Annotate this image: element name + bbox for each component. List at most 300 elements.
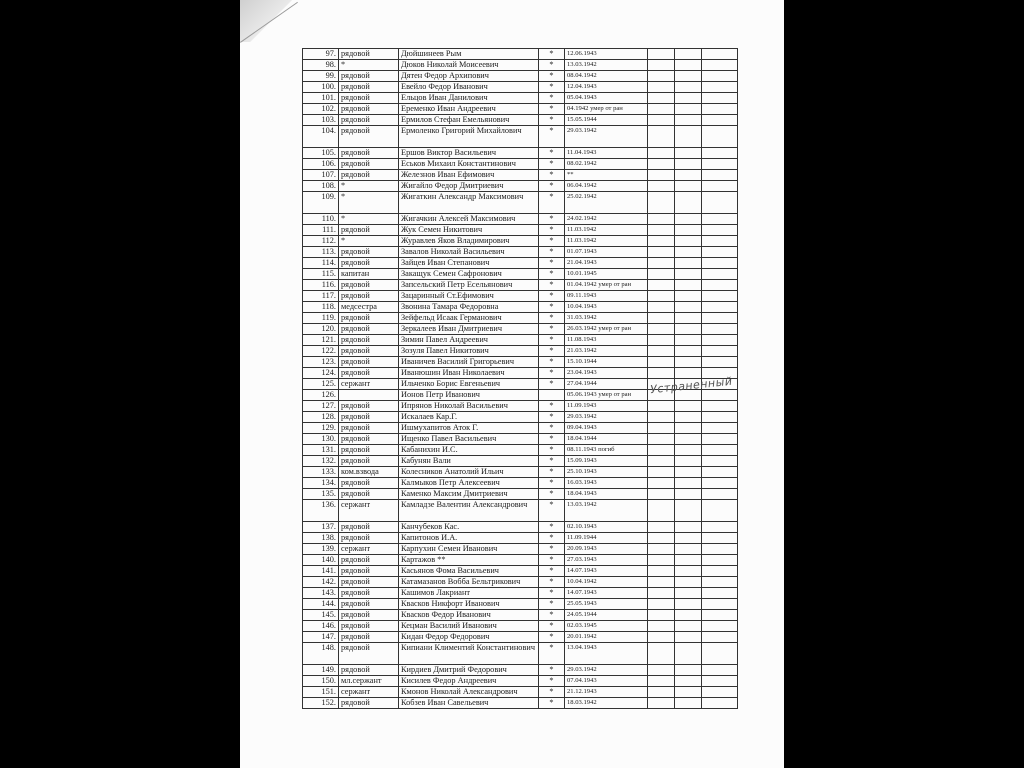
row-name: Ермоленко Григорий Михайлович	[399, 126, 539, 148]
row-date: 15.09.1943	[565, 456, 648, 467]
row-date: 31.03.1942	[565, 313, 648, 324]
row-mark: *	[539, 610, 565, 621]
row-name: Кипиани Климентий Константинович	[399, 643, 539, 665]
table-row	[303, 49, 738, 60]
row-empty-cell	[648, 676, 675, 687]
row-name: Запсельский Петр Есельянович	[399, 280, 539, 291]
row-mark: *	[539, 368, 565, 379]
row-name: Зозуля Павел Никитович	[399, 346, 539, 357]
row-mark: *	[539, 467, 565, 478]
row-name: Кецман Василий Иванович	[399, 621, 539, 632]
row-rank: сержант	[339, 379, 399, 390]
row-name: Еськов Михаил Константинович	[399, 159, 539, 170]
row-mark: *	[539, 335, 565, 346]
row-empty-cell	[648, 687, 675, 698]
row-number: 149.	[303, 665, 339, 676]
row-empty-cell	[648, 247, 675, 258]
row-empty-cell	[648, 214, 675, 225]
row-date: 07.04.1943	[565, 676, 648, 687]
row-mark: *	[539, 555, 565, 566]
table-row	[303, 159, 738, 170]
row-name: Кобзев Иван Савельевич	[399, 698, 539, 709]
table-row	[303, 599, 738, 610]
row-empty-cell	[648, 533, 675, 544]
row-empty-cell	[675, 588, 702, 599]
row-mark: *	[539, 258, 565, 269]
row-name: Капитонов И.А.	[399, 533, 539, 544]
row-empty-cell	[675, 192, 702, 214]
row-mark: *	[539, 478, 565, 489]
row-date: 10.04.1942	[565, 577, 648, 588]
row-date: 18.04.1943	[565, 489, 648, 500]
row-date: 05.04.1943	[565, 93, 648, 104]
row-number: 114.	[303, 258, 339, 269]
row-empty-cell	[702, 71, 738, 82]
row-name: Калмыков Петр Алексеевич	[399, 478, 539, 489]
row-mark: *	[539, 82, 565, 93]
row-mark: *	[539, 643, 565, 665]
row-date: 14.07.1943	[565, 588, 648, 599]
row-name: Закащук Семен Сафронович	[399, 269, 539, 280]
row-name: Кашимов Лакриант	[399, 588, 539, 599]
table-row	[303, 368, 738, 379]
row-mark: *	[539, 522, 565, 533]
row-mark: *	[539, 445, 565, 456]
row-empty-cell	[675, 489, 702, 500]
row-rank: рядовой	[339, 599, 399, 610]
row-mark: *	[539, 357, 565, 368]
table-row	[303, 269, 738, 280]
row-empty-cell	[675, 115, 702, 126]
row-name: Квасков Федор Иванович	[399, 610, 539, 621]
row-number: 105.	[303, 148, 339, 159]
row-date: 11.04.1943	[565, 148, 648, 159]
row-number: 151.	[303, 687, 339, 698]
table-row	[303, 434, 738, 445]
row-empty-cell	[648, 302, 675, 313]
row-name: Кабанихин И.С.	[399, 445, 539, 456]
row-number: 144.	[303, 599, 339, 610]
row-name: Евейло Федор Иванович	[399, 82, 539, 93]
table-row	[303, 280, 738, 291]
row-mark: *	[539, 313, 565, 324]
row-date: 11.03.1942	[565, 225, 648, 236]
row-empty-cell	[648, 280, 675, 291]
row-number: 110.	[303, 214, 339, 225]
row-empty-cell	[702, 291, 738, 302]
row-number: 101.	[303, 93, 339, 104]
row-empty-cell	[675, 445, 702, 456]
row-name: Жук Семен Никитович	[399, 225, 539, 236]
table-row	[303, 522, 738, 533]
row-mark: *	[539, 687, 565, 698]
row-empty-cell	[675, 533, 702, 544]
handwritten-annotation: Устраненный	[649, 374, 734, 397]
row-empty-cell	[675, 357, 702, 368]
row-number: 135.	[303, 489, 339, 500]
row-date: 15.05.1944	[565, 115, 648, 126]
row-date: 11.09.1944	[565, 533, 648, 544]
row-empty-cell	[702, 82, 738, 93]
table-row	[303, 247, 738, 258]
row-rank: рядовой	[339, 159, 399, 170]
row-empty-cell	[648, 313, 675, 324]
table-row	[303, 302, 738, 313]
table-row	[303, 698, 738, 709]
row-rank: *	[339, 192, 399, 214]
row-empty-cell	[648, 181, 675, 192]
row-name: Звонина Тамара Федоровна	[399, 302, 539, 313]
row-mark: *	[539, 170, 565, 181]
row-mark: *	[539, 665, 565, 676]
row-empty-cell	[702, 533, 738, 544]
row-name: Зайцев Иван Степанович	[399, 258, 539, 269]
table-row	[303, 335, 738, 346]
row-mark: *	[539, 225, 565, 236]
row-rank: рядовой	[339, 93, 399, 104]
row-number: 143.	[303, 588, 339, 599]
row-number: 119.	[303, 313, 339, 324]
row-number: 124.	[303, 368, 339, 379]
row-mark: *	[539, 632, 565, 643]
row-rank: рядовой	[339, 412, 399, 423]
row-number: 145.	[303, 610, 339, 621]
row-rank: рядовой	[339, 489, 399, 500]
row-empty-cell	[675, 335, 702, 346]
row-empty-cell	[702, 478, 738, 489]
row-mark: *	[539, 533, 565, 544]
row-name: Ершов Виктор Васильевич	[399, 148, 539, 159]
row-number: 131.	[303, 445, 339, 456]
row-name: Ишмухапитов Аток Г.	[399, 423, 539, 434]
row-name: Касьянов Фома Васильевич	[399, 566, 539, 577]
row-empty-cell	[702, 456, 738, 467]
row-mark: *	[539, 280, 565, 291]
row-number: 129.	[303, 423, 339, 434]
table-row	[303, 60, 738, 71]
table-row	[303, 500, 738, 522]
row-number: 120.	[303, 324, 339, 335]
row-empty-cell	[675, 104, 702, 115]
row-empty-cell	[675, 632, 702, 643]
row-empty-cell	[648, 104, 675, 115]
row-empty-cell	[702, 500, 738, 522]
row-empty-cell	[702, 93, 738, 104]
table-row	[303, 632, 738, 643]
row-empty-cell	[648, 115, 675, 126]
row-date: 20.01.1942	[565, 632, 648, 643]
row-number: 98.	[303, 60, 339, 71]
row-date: 23.04.1943	[565, 368, 648, 379]
row-empty-cell	[702, 401, 738, 412]
row-name: Катамазанов Вобба Бельтрикович	[399, 577, 539, 588]
row-mark: *	[539, 621, 565, 632]
row-empty-cell	[648, 698, 675, 709]
row-mark: *	[539, 104, 565, 115]
row-empty-cell	[648, 82, 675, 93]
row-empty-cell	[648, 60, 675, 71]
row-empty-cell	[702, 577, 738, 588]
row-number: 126.	[303, 390, 339, 401]
row-rank: рядовой	[339, 335, 399, 346]
row-empty-cell	[702, 346, 738, 357]
row-mark: *	[539, 434, 565, 445]
row-number: 148.	[303, 643, 339, 665]
row-empty-cell	[675, 467, 702, 478]
row-date: 25.02.1942	[565, 192, 648, 214]
table-row	[303, 643, 738, 665]
row-empty-cell	[702, 104, 738, 115]
row-name: Ионов Петр Иванович	[399, 390, 539, 401]
table-row	[303, 291, 738, 302]
row-rank: *	[339, 60, 399, 71]
row-name: Железнов Иван Ефимович	[399, 170, 539, 181]
row-empty-cell	[702, 687, 738, 698]
row-date: 21.03.1942	[565, 346, 648, 357]
table-row	[303, 214, 738, 225]
row-empty-cell	[702, 423, 738, 434]
row-empty-cell	[675, 313, 702, 324]
row-mark: *	[539, 247, 565, 258]
row-empty-cell	[702, 445, 738, 456]
row-rank: рядовой	[339, 555, 399, 566]
row-rank: рядовой	[339, 225, 399, 236]
table-row	[303, 104, 738, 115]
row-mark: *	[539, 60, 565, 71]
row-rank: сержант	[339, 687, 399, 698]
row-empty-cell	[648, 577, 675, 588]
row-date: 11.08.1943	[565, 335, 648, 346]
row-date: 08.02.1942	[565, 159, 648, 170]
row-mark: *	[539, 544, 565, 555]
row-mark: *	[539, 192, 565, 214]
row-date: 18.04.1944	[565, 434, 648, 445]
row-empty-cell	[675, 643, 702, 665]
row-empty-cell	[702, 302, 738, 313]
row-empty-cell	[648, 49, 675, 60]
row-empty-cell	[648, 500, 675, 522]
table-row	[303, 82, 738, 93]
row-date: 13.03.1942	[565, 500, 648, 522]
row-date: 01.07.1943	[565, 247, 648, 258]
row-name: Кисилев Федор Андреевич	[399, 676, 539, 687]
row-rank: рядовой	[339, 170, 399, 181]
row-empty-cell	[675, 346, 702, 357]
row-empty-cell	[648, 159, 675, 170]
row-empty-cell	[702, 225, 738, 236]
row-empty-cell	[675, 522, 702, 533]
row-empty-cell	[675, 621, 702, 632]
row-mark: *	[539, 236, 565, 247]
row-rank: рядовой	[339, 148, 399, 159]
row-date: 24.02.1942	[565, 214, 648, 225]
row-rank: рядовой	[339, 115, 399, 126]
row-empty-cell	[675, 60, 702, 71]
row-empty-cell	[675, 93, 702, 104]
row-empty-cell	[675, 181, 702, 192]
table-row	[303, 588, 738, 599]
row-rank: рядовой	[339, 126, 399, 148]
table-row	[303, 401, 738, 412]
table-row	[303, 258, 738, 269]
row-empty-cell	[702, 632, 738, 643]
row-mark: *	[539, 324, 565, 335]
row-date: 13.03.1942	[565, 60, 648, 71]
row-mark: *	[539, 577, 565, 588]
row-name: Журавлев Яков Владимирович	[399, 236, 539, 247]
row-empty-cell	[675, 478, 702, 489]
row-mark: *	[539, 346, 565, 357]
table-row	[303, 445, 738, 456]
row-date: 04.1942 умер от ран	[565, 104, 648, 115]
row-empty-cell	[648, 566, 675, 577]
row-empty-cell	[648, 291, 675, 302]
row-empty-cell	[648, 269, 675, 280]
row-name: Иваничев Василий Григорьевич	[399, 357, 539, 368]
row-empty-cell	[648, 192, 675, 214]
row-date: 27.04.1944	[565, 379, 648, 390]
table-row	[303, 313, 738, 324]
row-empty-cell	[702, 258, 738, 269]
row-date: 01.04.1942 умер от ран	[565, 280, 648, 291]
row-name: Искалаев Кар.Г.	[399, 412, 539, 423]
row-date: 09.04.1943	[565, 423, 648, 434]
row-rank: рядовой	[339, 71, 399, 82]
row-empty-cell	[675, 577, 702, 588]
row-name: Зейфельд Исаак Германович	[399, 313, 539, 324]
row-name: Зацаринный Ст.Ефимович	[399, 291, 539, 302]
row-name: Карпухин Семен Иванович	[399, 544, 539, 555]
row-empty-cell	[648, 412, 675, 423]
row-empty-cell	[702, 588, 738, 599]
table-row	[303, 456, 738, 467]
row-rank: рядовой	[339, 324, 399, 335]
row-number: 127.	[303, 401, 339, 412]
row-number: 137.	[303, 522, 339, 533]
table-row	[303, 610, 738, 621]
row-empty-cell	[702, 60, 738, 71]
row-name: Каменко Максим Дмитриевич	[399, 489, 539, 500]
table-row	[303, 126, 738, 148]
row-date: 12.06.1943	[565, 49, 648, 60]
row-number: 121.	[303, 335, 339, 346]
row-empty-cell	[675, 247, 702, 258]
row-empty-cell	[702, 313, 738, 324]
row-rank: ком.взвода	[339, 467, 399, 478]
row-date: **	[565, 170, 648, 181]
row-date: 21.04.1943	[565, 258, 648, 269]
row-number: 112.	[303, 236, 339, 247]
row-empty-cell	[702, 126, 738, 148]
row-name: Кидан Федор Федорович	[399, 632, 539, 643]
row-empty-cell	[702, 148, 738, 159]
row-empty-cell	[702, 566, 738, 577]
row-date: 27.03.1943	[565, 555, 648, 566]
row-rank: *	[339, 236, 399, 247]
row-rank: рядовой	[339, 434, 399, 445]
row-empty-cell	[675, 302, 702, 313]
row-empty-cell	[648, 456, 675, 467]
row-rank: рядовой	[339, 49, 399, 60]
row-empty-cell	[702, 324, 738, 335]
row-mark: *	[539, 456, 565, 467]
row-rank: рядовой	[339, 643, 399, 665]
row-rank	[339, 390, 399, 401]
row-empty-cell	[675, 456, 702, 467]
row-empty-cell	[648, 236, 675, 247]
row-empty-cell	[675, 269, 702, 280]
row-empty-cell	[648, 665, 675, 676]
table-row	[303, 478, 738, 489]
row-empty-cell	[648, 467, 675, 478]
table-row	[303, 676, 738, 687]
row-rank: сержант	[339, 500, 399, 522]
row-date: 25.05.1943	[565, 599, 648, 610]
row-rank: рядовой	[339, 533, 399, 544]
row-empty-cell	[675, 324, 702, 335]
row-name: Иванюшин Иван Николаевич	[399, 368, 539, 379]
row-empty-cell	[702, 280, 738, 291]
row-date: 13.04.1943	[565, 643, 648, 665]
table-row	[303, 148, 738, 159]
row-empty-cell	[702, 181, 738, 192]
row-empty-cell	[702, 269, 738, 280]
row-empty-cell	[648, 258, 675, 269]
row-rank: рядовой	[339, 456, 399, 467]
table-row	[303, 412, 738, 423]
row-empty-cell	[675, 687, 702, 698]
row-name: Зимин Павел Андреевич	[399, 335, 539, 346]
row-name: Ипрянов Николай Васильевич	[399, 401, 539, 412]
row-rank: рядовой	[339, 357, 399, 368]
row-number: 132.	[303, 456, 339, 467]
row-name: Камладзе Валентин Александрович	[399, 500, 539, 522]
row-date: 29.03.1942	[565, 126, 648, 148]
scanned-page	[240, 0, 784, 768]
row-name: Квасков Никфорт Иванович	[399, 599, 539, 610]
row-mark: *	[539, 148, 565, 159]
table-row	[303, 467, 738, 478]
row-number: 139.	[303, 544, 339, 555]
row-number: 116.	[303, 280, 339, 291]
row-date: 20.09.1943	[565, 544, 648, 555]
row-number: 142.	[303, 577, 339, 588]
row-empty-cell	[675, 676, 702, 687]
row-date: 11.09.1943	[565, 401, 648, 412]
table-row	[303, 346, 738, 357]
row-name: Завалов Николай Васильевич	[399, 247, 539, 258]
row-mark: *	[539, 588, 565, 599]
row-mark: *	[539, 599, 565, 610]
row-mark: *	[539, 423, 565, 434]
row-rank: рядовой	[339, 577, 399, 588]
table-row	[303, 93, 738, 104]
row-name: Дятен Федор Архипович	[399, 71, 539, 82]
row-date: 14.07.1943	[565, 566, 648, 577]
row-empty-cell	[702, 115, 738, 126]
table-row	[303, 489, 738, 500]
table-row	[303, 324, 738, 335]
row-rank: медсестра	[339, 302, 399, 313]
row-empty-cell	[675, 610, 702, 621]
row-empty-cell	[702, 214, 738, 225]
row-number: 97.	[303, 49, 339, 60]
row-empty-cell	[648, 368, 675, 379]
row-number: 107.	[303, 170, 339, 181]
row-date: 06.04.1942	[565, 181, 648, 192]
row-empty-cell	[675, 401, 702, 412]
row-number: 128.	[303, 412, 339, 423]
